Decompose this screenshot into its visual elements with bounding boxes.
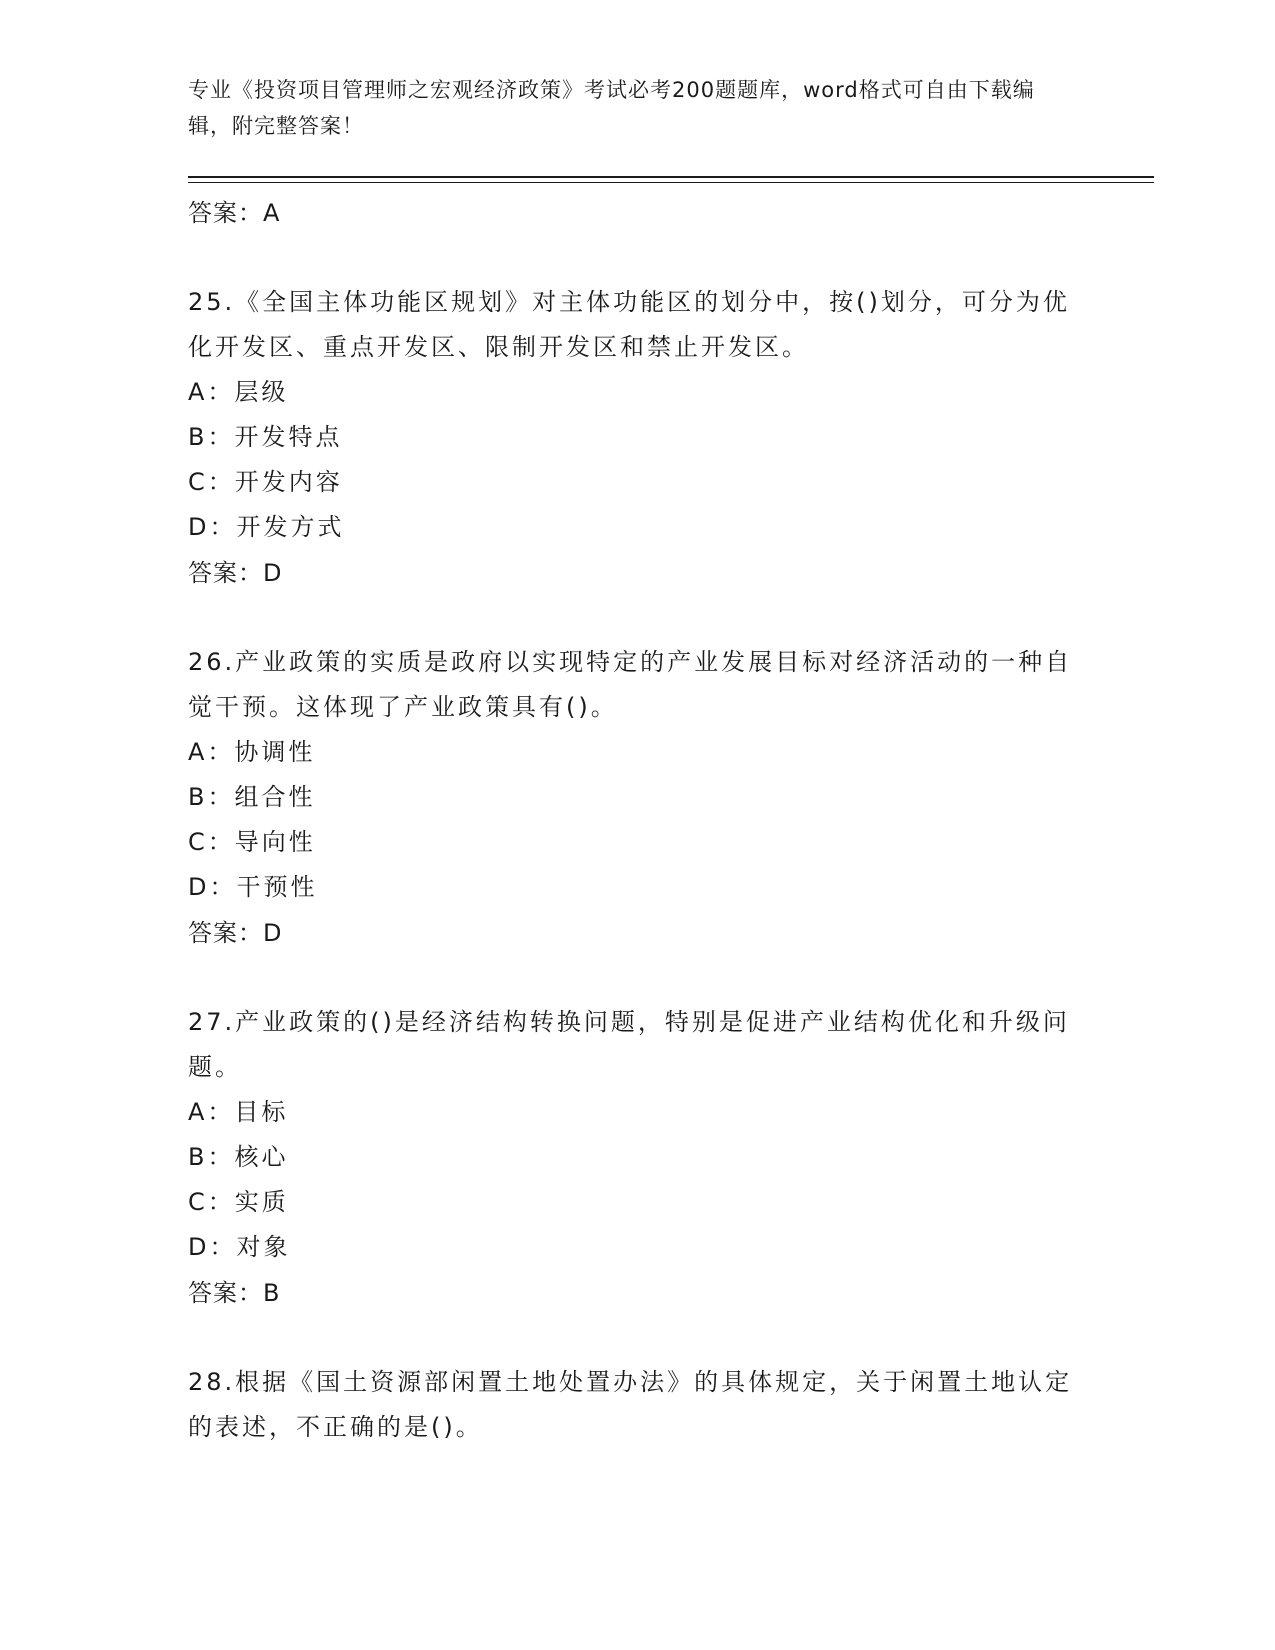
question-answer: 答案：D xyxy=(188,559,283,587)
option-c: C：实质 xyxy=(188,1188,289,1216)
option-b: B：核心 xyxy=(188,1143,289,1171)
option-c: C：导向性 xyxy=(188,828,316,856)
option-d: D：干预性 xyxy=(188,873,318,901)
option-c: C：开发内容 xyxy=(188,468,343,496)
option-b: B：开发特点 xyxy=(188,423,343,451)
question-answer: 答案：D xyxy=(188,919,283,947)
option-d: D：对象 xyxy=(188,1233,291,1261)
option-a: A：协调性 xyxy=(188,738,316,766)
option-a: A：目标 xyxy=(188,1098,289,1126)
previous-answer: 答案：A xyxy=(188,199,281,227)
option-b: B：组合性 xyxy=(188,783,316,811)
header-divider-thin xyxy=(188,182,1154,183)
question-stem: 25.《全国主体功能区规划》对主体功能区的划分中，按()划分，可分为优化开发区、重点开发区、限制开发区和禁止开发区。 xyxy=(188,288,1070,361)
header-divider-thick xyxy=(188,176,1154,178)
option-a: A：层级 xyxy=(188,378,289,406)
question-27 xyxy=(188,1000,1088,1316)
question-25 xyxy=(188,280,1088,596)
question-answer: 答案：B xyxy=(188,1279,281,1307)
question-28 xyxy=(188,1360,1088,1450)
question-stem: 27.产业政策的()是经济结构转换问题，特别是促进产业结构优化和升级问题。 xyxy=(188,1008,1070,1081)
question-stem: 28.根据《国土资源部闲置土地处置办法》的具体规定，关于闲置土地认定的表述，不正确的是()。 xyxy=(188,1368,1073,1441)
question-26 xyxy=(188,640,1088,956)
question-list xyxy=(188,190,1088,1450)
document-header: 专业《投资项目管理师之宏观经济政策》考试必考200题题库，word格式可自由下载编辑，附完整答案！ xyxy=(188,78,1035,138)
option-d: D：开发方式 xyxy=(188,513,345,541)
question-stem: 26.产业政策的实质是政府以实现特定的产业发展目标对经济活动的一种自觉干预。这体现了产业政策具有()。 xyxy=(188,648,1073,721)
